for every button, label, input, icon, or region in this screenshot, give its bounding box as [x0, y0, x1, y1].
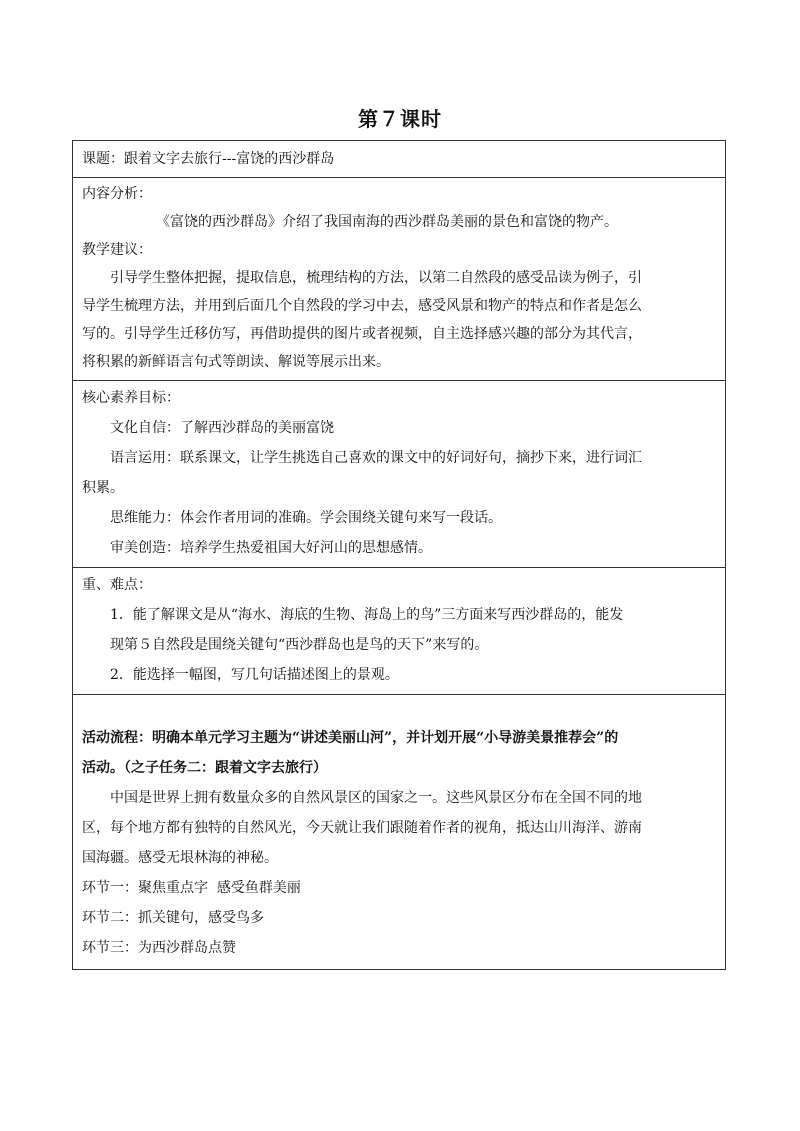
topic-row: [73, 141, 725, 177]
suggest-line-1: 引导学生整体把握，提取信息，梳理结构的方法，以第二自然段的感受品读为例子，引: [110, 270, 642, 286]
goal-culture: 文化自信：了解西沙群岛的美丽富饶: [110, 420, 334, 436]
keypoints-row: [73, 567, 725, 694]
topic-text: 课题：跟着文字去旅行---富饶的西沙群岛: [82, 151, 335, 167]
lesson-table: [72, 140, 726, 970]
analysis-row: [73, 177, 725, 380]
keypoint-1: 1．能了解课文是从“海水、海底的生物、海岛上的鸟”三方面来写西沙群岛的，能发: [110, 607, 624, 623]
keypoints-heading: 重、难点：: [82, 577, 152, 593]
suggest-heading: 教学建议：: [82, 242, 152, 258]
goal-thinking: 思维能力：体会作者用词的准确。学会围绕关键句来写一段话。: [110, 510, 502, 526]
suggest-line-2: 导学生梳理方法，并用到后面几个自然段的学习中去，感受风景和物产的特点和作者是怎么: [82, 298, 642, 314]
goals-row: [73, 380, 725, 567]
goals-heading: 核心素养目标：: [82, 390, 180, 406]
goal-language-cont: 积累。: [82, 480, 124, 496]
keypoint-1-cont: 现第５自然段是围绕关键句“西沙群岛也是鸟的天下”来写的。: [110, 637, 489, 653]
activity-intro-1: 中国是世界上拥有数量众多的自然风景区的国家之一。这些风景区分布在全国不同的地: [110, 790, 642, 806]
analysis-text: 《富饶的西沙群岛》介绍了我国南海的西沙群岛美丽的景色和富饶的物产。: [156, 214, 618, 230]
goal-language: 语言运用：联系课文，让学生挑选自己喜欢的课文中的好词好句，摘抄下来，进行词汇: [110, 450, 642, 466]
suggest-line-4: 将积累的新鲜语言句式等朗读、解说等展示出来。: [82, 354, 390, 370]
goal-aesthetic: 审美创造：培养学生热爱祖国大好河山的思想感情。: [110, 540, 432, 556]
analysis-heading: 内容分析：: [82, 186, 152, 202]
activity-spacer: [82, 695, 716, 723]
activity-step-2: 环节二：抓关键句，感受鸟多: [82, 910, 264, 926]
keypoint-2: 2．能选择一幅图，写几句话描述图上的景观。: [110, 667, 399, 683]
page-title: 第７课时: [358, 107, 442, 131]
activity-flow-line-1: 活动流程：明确本单元学习主题为“讲述美丽山河”，并计划开展“小导游美景推荐会”的: [82, 730, 619, 746]
activity-step-1: 环节一：聚焦重点字 感受鱼群美丽: [82, 880, 301, 896]
activity-step-3: 环节三：为西沙群岛点赞: [82, 940, 236, 956]
activity-row: [73, 694, 725, 969]
activity-flow-line-2: 活动。（之子任务二：跟着文字去旅行）: [82, 760, 327, 776]
activity-intro-3: 国海疆。感受无垠林海的神秘。: [82, 850, 278, 866]
activity-intro-2: 区，每个地方都有独特的自然风光，今天就让我们跟随着作者的视角，抵达山川海洋、游南: [82, 820, 642, 836]
suggest-line-3: 写的。引导学生迁移仿写，再借助提供的图片或者视频，自主选择感兴趣的部分为其代言，: [82, 326, 642, 342]
